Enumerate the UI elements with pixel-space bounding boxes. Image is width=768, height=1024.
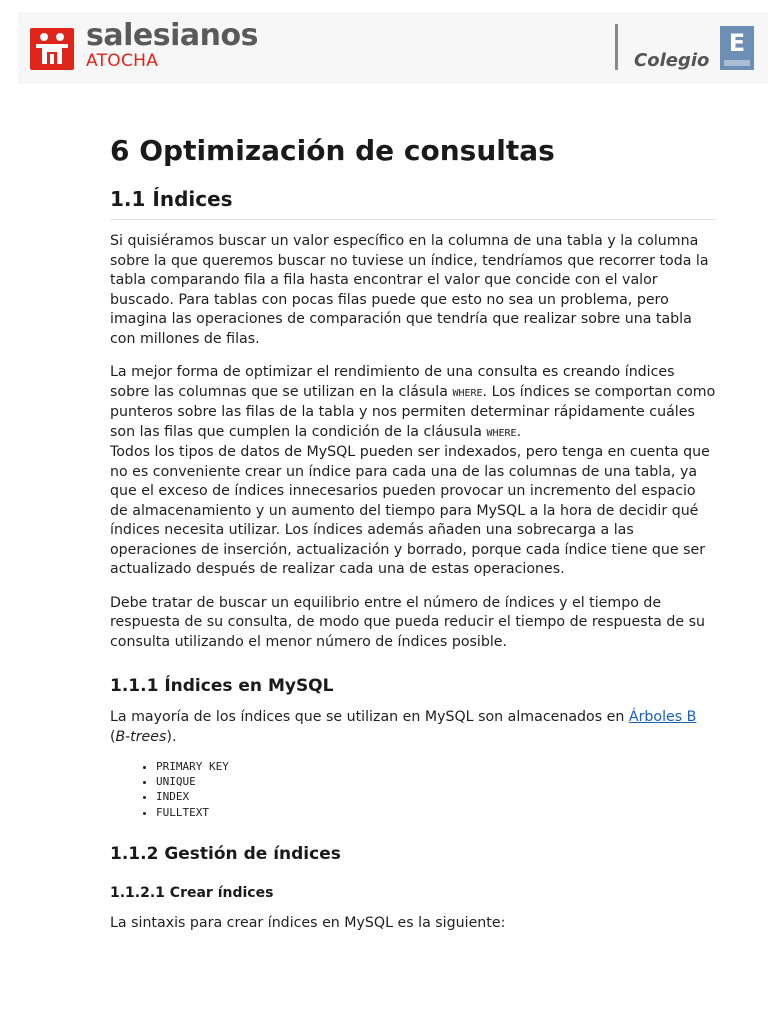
salesianos-logo-icon — [30, 28, 74, 70]
section-heading-indices: 1.1 Índices — [110, 184, 716, 220]
text: ). — [166, 728, 177, 745]
text: La mejor forma de optimizar el rendimiento de una consulta es creando índices sobre las columnas que se utilizan en la clásula — [110, 364, 675, 400]
section-heading-mysql-indices: 1.1.1 Índices en MySQL — [110, 676, 334, 696]
header-divider — [615, 24, 618, 70]
text: ( — [110, 728, 116, 745]
badge-letter: E — [728, 29, 746, 57]
section-heading-index-management: 1.1.2 Gestión de índices — [110, 843, 341, 864]
badge-bar — [724, 60, 750, 66]
list-item: • UNIQUE — [156, 774, 716, 789]
code-where: WHERE — [452, 387, 483, 399]
text: . Los índices se comportan como punteros sobre las filas de la tabla y nos permiten determinar rápidamente cuáles son las filas que cumplen la condición de la cláusula — [110, 383, 716, 440]
paragraph-btrees — [110, 708, 716, 747]
page-header — [18, 12, 768, 84]
paragraph-intro: Si quisiéramos buscar un valor específico en la columna de una tabla y la columna sobre la que queremos buscar no tuviese un índice, tendríamos que recorrer toda la tabla comparando fila a fila hasta encontrar el valor que concide con el valor buscado. Para tablas con pocas filas puede que esto no sea un problema, pero imagina las operaciones de comparación que tendría que realizar sobre una tabla con millones de filas. — [110, 233, 709, 347]
colegio-label: Colegio — [634, 50, 710, 71]
index-types-list — [110, 759, 716, 820]
text: Todos los tipos de datos de MySQL pueden ser indexados, pero tenga en cuenta que no es conveniente crear un índice para cada una de las columnas de una tabla, ya que el exceso de índices innecesarios pueden provocar un incremento del espacio de almacenamiento y un aumento del tiempo para MySQL a la hora de decidir qué índices necesita utilizar. Los índices además añaden una sobrecarga a las operaciones de inserción, actualización y borrado, porque cada índice tiene que ser actualizado después de realizar cada una de estas operaciones. — [110, 444, 710, 577]
brand-name: salesianos — [86, 18, 258, 53]
list-item: • INDEX — [156, 789, 716, 804]
paragraph-where — [110, 363, 716, 580]
list-item: • PRIMARY KEY — [156, 759, 716, 774]
page-title: 6 Optimización de consultas — [110, 134, 555, 167]
document-body — [110, 128, 716, 933]
paragraph-syntax: La sintaxis para crear índices en MySQL es la siguiente: — [110, 914, 506, 931]
btree-term: B-trees — [115, 728, 167, 745]
text: . — [516, 423, 522, 440]
btree-link[interactable]: Árboles B — [628, 709, 697, 725]
list-item: • FULLTEXT — [156, 805, 716, 820]
text: La mayoría de los índices que se utilizan en MySQL son almacenados en — [110, 709, 629, 725]
school-badge-icon — [720, 26, 754, 70]
section-heading-create-indices: 1.1.2.1 Crear índices — [110, 884, 274, 901]
code-where: WHERE — [486, 427, 517, 439]
paragraph-balance: Debe tratar de buscar un equilibrio entre el número de índices y el tiempo de respuesta de su consulta, de modo que pueda reducir el tiempo de respuesta de su consulta utilizando el menor número de índices posible. — [110, 594, 706, 650]
brand-location: ATOCHA — [86, 51, 159, 71]
